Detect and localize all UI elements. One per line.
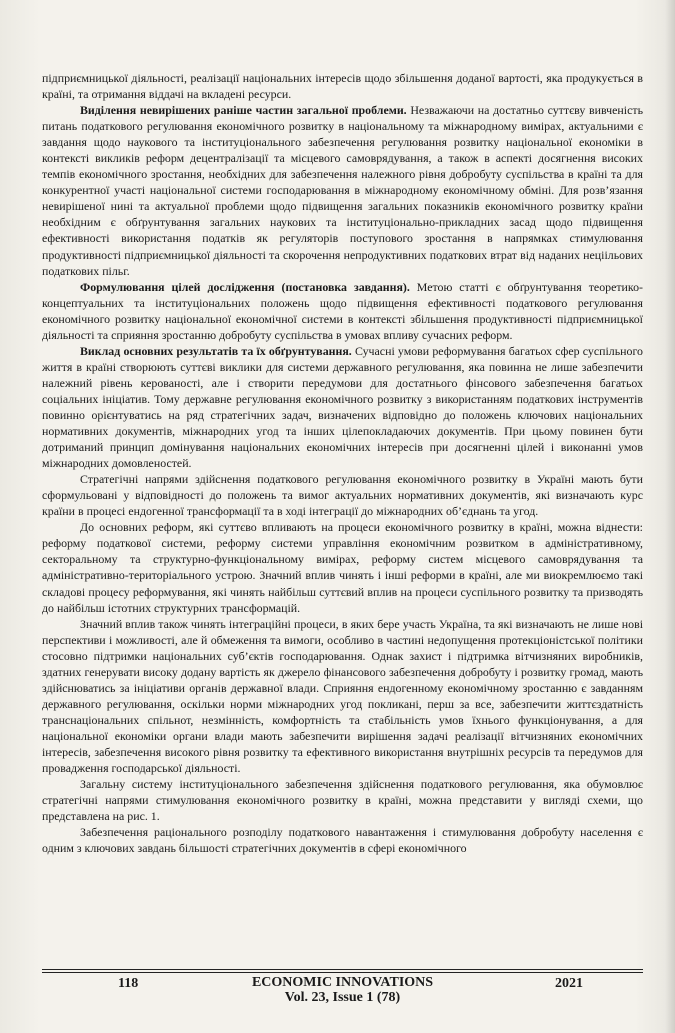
- journal-block: [42, 975, 643, 1005]
- paragraph-8: Забезпечення раціонального розподілу податкового навантаження і стимулювання добробуту населення є одним з ключових завдань більшості стратегічних документів в сфері економічного: [42, 825, 643, 856]
- paragraph-3: Виклад основних результатів та їх обґрунтування. Сучасні умови реформування багатьох сфер суспільного життя в країні створюють суттєві виклики для системи державного регулювання, яка повинна не лише забезпечити належний рівень керованості, але і створити передумови для достатнього фінсового забезпечення багатьох соціальних ініціатив. Тому державне регулювання економічного розвитку з використанням податкових інструментів повинно орієнтуватись на ряд стратегічних задач, визначених відповідно до положень ключових національних нормативних документів, міжнародних угод та інших цілепокладаючих документів. При цьому повинен бути дотриманий принцип домінування національних економічних інтересів при досягненні цілей і виконанні умов міжнародних домовленостей.: [42, 343, 643, 471]
- paragraph-1: Виділення невирішених раніше частин загальної проблеми. Незважаючи на достатньо суттєву вивченість питань податкового регулювання економічного розвитку в національному та міжнародному вимірах, актуальними є завдання щодо наукового та інституціонального забезпечення регулювання розвитку національної економіки в контексті викликів реформ децентралізації та місцевого самоврядування, а також в аспекті досягнення високих темпів економічного зростання, необхідних для забезпечення належного рівня добробуту суспільства в країні та для конкурентної участі національної системи господарювання в міжнародному економічному обміні. Для розв’язання невирішеної нині та актуальної проблеми щодо підвищення загальних показників економічного розвитку країни необхідним є обґрунтування загальних наукових та інституціонально-прикладних засад щодо підвищення ефективності використання податків як регуляторів поступового зростання в напрямках стимулювання продуктивності підприємницької діяльності та скорочення непродуктивних податкових втрат від наданих неціільових податкових пільг.: [42, 103, 643, 278]
- section-heading-goals: Формулювання цілей дослідження (постановка завдання).: [80, 279, 410, 294]
- page-edge-shadow: [665, 0, 675, 1033]
- footer-rule-thin: [42, 972, 643, 973]
- paragraph-4: Стратегічні напрями здійснення податкового регулювання економічного розвитку в Україні мають бути сформульовані у відповідності до положень та вимог актуальних нормативних документів, які визначають курс країни в процесі ендогенної трансформації та в ході інтеграції до міжнародних об’єднань та угод.: [42, 472, 643, 519]
- paragraph-5: До основних реформ, які суттєво впливають на процеси економічного розвитку в країні, можна віднести: реформу податкової системи, реформу системи управління економічним розвитком в адміністративному, секторальному та структурно-функціональному вимірах, реформу систем місцевого самоврядування та адміністративно-територіального устрою. Значний вплив чинять і інші реформи в країні, але ми виокремлюємо такі складові процесу реформування, які чинять найбільш суттєвий вплив на процеси суспільного розвитку та призводять до найбільш істотних структурних трансформацій.: [42, 520, 643, 615]
- publication-year: 2021: [555, 976, 583, 991]
- paragraph-6: Значний вплив також чинять інтеграційні процеси, в яких бере участь Україна, та які визначають не лише нові перспективи і можливості, але й обмеження та вимоги, особливо в частині недопущення протекціоністської політики стосовно підтримки національних суб’єктів господарювання. Однак захист і підтримка вітчизняних виробників, здатних генерувати високу додану вартість як джерело фінансового забезпечення добробуту і розвитку громад, мають здійснюватись за ініціативи органів державної влади. Сприяння ендогенному економічному зростанню є завданням державного регулювання, оскільки норми міжнародних угод покликані, перш за все, забезпечити життєздатність транснаціональних спільнот, незмінність, комфортність та стабільність умов їхнього функціонування, а для національної економіки органи влади мають забезпечити вирішення задачі реалізації вітчизняних економічних інтересів, забезпечення високого рівня розвитку та ефективного використання внутрішніх ресурсів та передумов для провадження господарської діяльності.: [42, 616, 643, 776]
- journal-issue: Vol. 23, Issue 1 (78): [284, 990, 401, 1005]
- page-number: 118: [118, 976, 139, 991]
- section-heading-unsolved: Виділення невирішених раніше частин загальної проблеми.: [80, 103, 407, 118]
- paragraph-2: Формулювання цілей дослідження (постановка завдання). Метою статті є обґрунтування теоретико-концептуальних та інституціональних положень щодо підвищення ефективності податкового регулювання економічного розвитку національної економічної системи в контексті збільшення продуктивності підприємницької діяльності та сприяння зростанню добробуту суспільства в умовах впливу сучасних реформ.: [42, 279, 643, 342]
- paragraph-7: Загальну систему інституціонального забезпечення здійснення податкового регулювання, яка обумовлює стратегічні напрями стимулювання економічного розвитку в країні, можна представити у вигляді схеми, що представлена на рис. 1.: [42, 777, 643, 824]
- footer-rule: [42, 969, 643, 970]
- article-body: [42, 70, 643, 856]
- journal-title: ECONOMIC INNOVATIONS: [251, 975, 434, 990]
- section-heading-results: Виклад основних результатів та їх обґрунтування.: [80, 343, 352, 358]
- paragraph-0: підприємницької діяльності, реалізації національних інтересів щодо збільшення доданої вартості, яка продукується в країні, та отримання віддачі на вкладені ресурси.: [42, 71, 643, 102]
